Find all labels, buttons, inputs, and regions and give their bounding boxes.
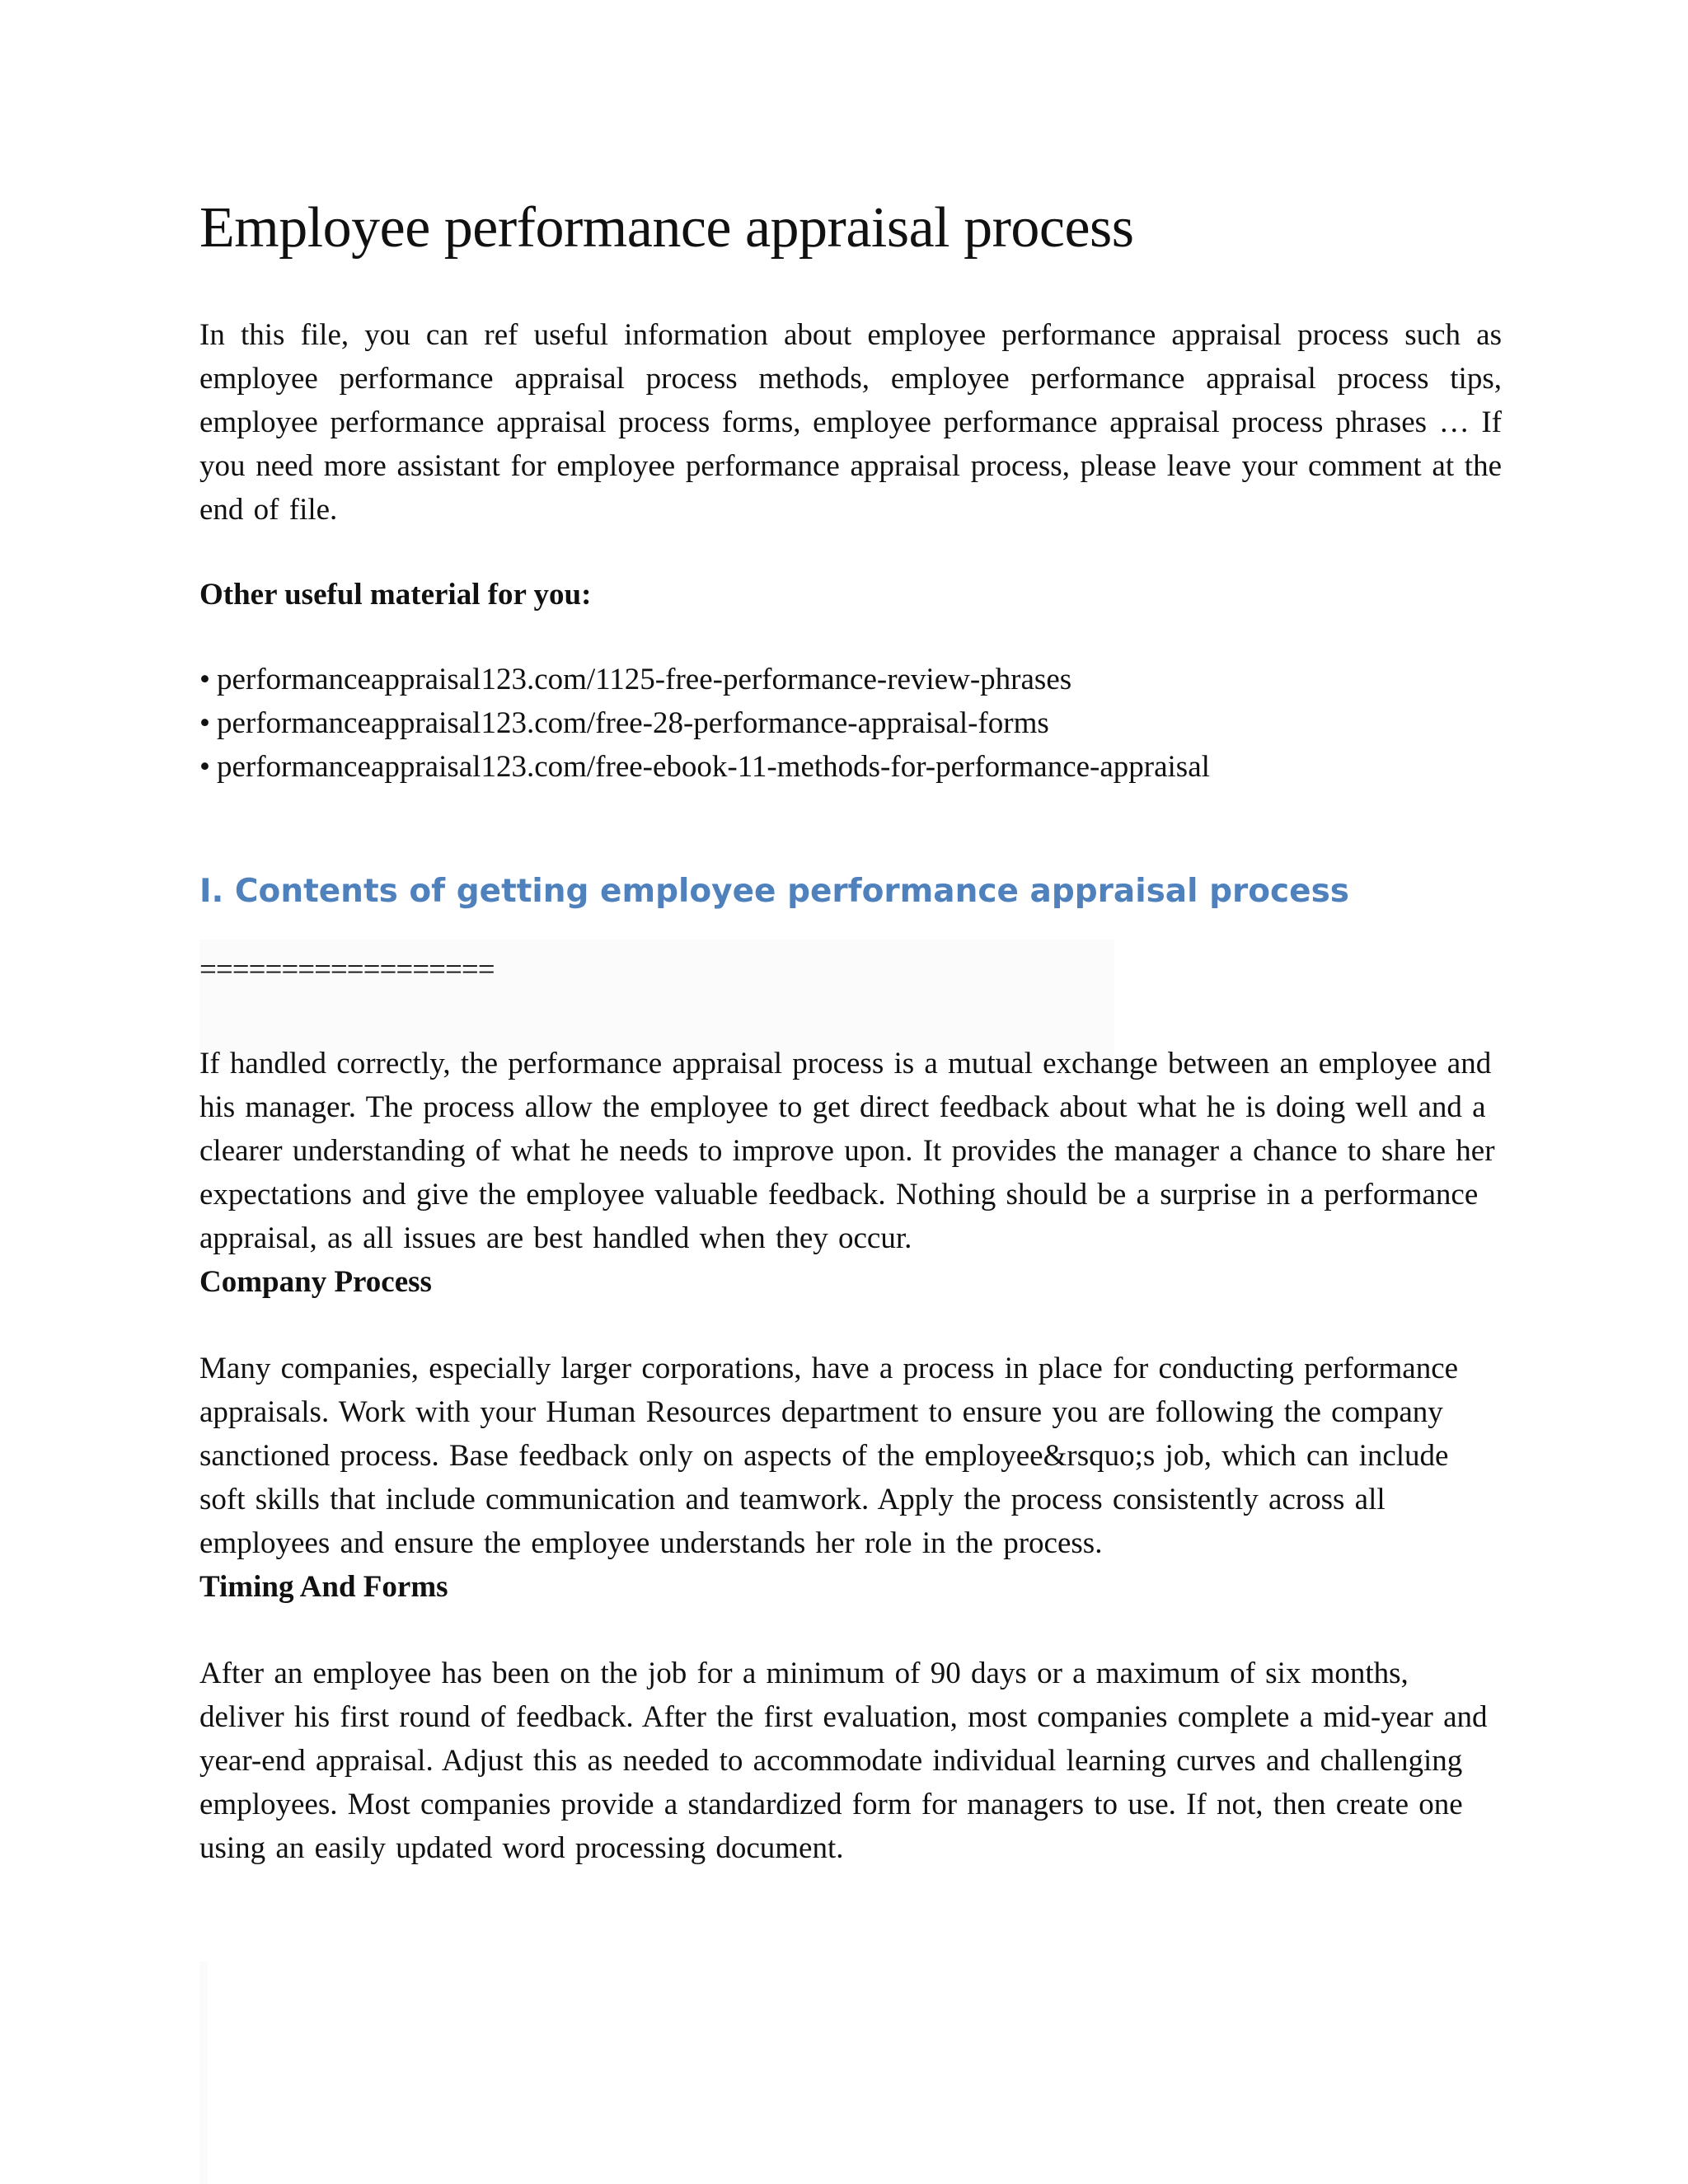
document-title: Employee performance appraisal process <box>199 196 1134 260</box>
bullet-icon: • <box>199 706 210 740</box>
subheading-timing-forms: Timing And Forms <box>199 1570 448 1604</box>
document-body <box>199 191 1502 1870</box>
separator-line: ================== <box>199 953 495 987</box>
bullet-icon: • <box>199 663 210 696</box>
intro-paragraph: In this file, you can ref useful information about employee performance appraisal process such as employee performance appraisal process methods, employee performance appraisal process tips, employee performance appraisal process forms, employee performance appraisal process phrases … If you need more assistant for employee performance appraisal process, please leave your comment at the end of file. <box>199 318 1502 527</box>
link-item[interactable] <box>199 745 1502 789</box>
link-item[interactable] <box>199 701 1502 745</box>
bullet-icon: • <box>199 750 210 784</box>
link-text[interactable]: performanceappraisal123.com/free-28-performance-appraisal-forms <box>216 706 1049 740</box>
other-material-heading: Other useful material for you: <box>199 578 592 612</box>
paragraph-timing-forms: After an employee has been on the job for a minimum of 90 days or a maximum of six months, deliver his first round of feedback. After the first evaluation, most companies complete a mid-year and year-end appraisal. Adjust this as needed to accommodate individual learning curves and challenging employees. Most companies provide a standardized form for managers to use. If not, then create one using an easily updated word processing document. <box>199 1657 1488 1865</box>
paragraph-mutual-exchange: If handled correctly, the performance appraisal process is a mutual exchange between an employee and his manager. The process allow the employee to get direct feedback about what he is doing well and a clearer understanding of what he needs to improve upon. It provides the manager a chance to share her expectations and give the employee valuable feedback. Nothing should be a surprise in a performance appraisal, as all issues are best handled when they occur. <box>199 1047 1495 1255</box>
scan-shading-lower <box>199 1961 208 2184</box>
link-text[interactable]: performanceappraisal123.com/1125-free-performance-review-phrases <box>216 663 1072 696</box>
subheading-company-process: Company Process <box>199 1265 432 1299</box>
section-heading: I. Contents of getting employee performance appraisal process <box>199 873 1350 910</box>
paragraph-company-process: Many companies, especially larger corporations, have a process in place for conducting performance appraisals. Work with your Human Resources department to ensure you are following the company sanctioned process. Base feedback only on aspects of the employee&rsquo;s job, which can include soft skills that include communication and teamwork. Apply the process consistently across all employees and ensure the employee understands her role in the process. <box>199 1352 1459 1560</box>
link-text[interactable]: performanceappraisal123.com/free-ebook-11-methods-for-performance-appraisal <box>216 750 1210 784</box>
link-item[interactable] <box>199 658 1502 701</box>
useful-links-list <box>199 658 1502 789</box>
